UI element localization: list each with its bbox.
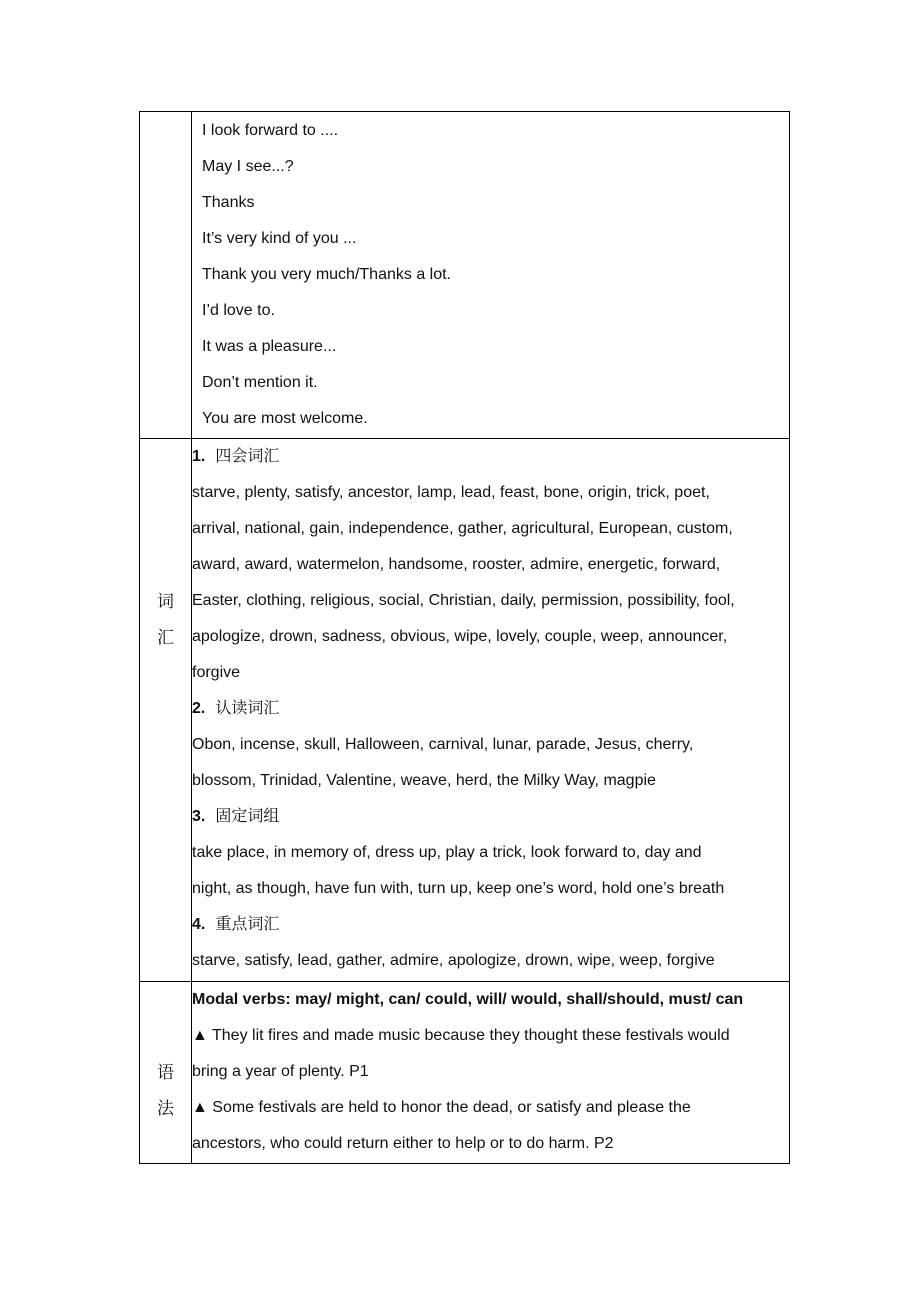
phrase-line: I’d love to. xyxy=(202,302,275,319)
vocab-side-char: 词 xyxy=(157,592,174,611)
grammar-line: bring a year of plenty. P1 xyxy=(192,1063,369,1080)
grammar-side-cell xyxy=(140,982,192,1164)
grammar-side-char: 语 xyxy=(157,1063,174,1082)
vocab-line: apologize, drown, sadness, obvious, wipe, lovely, couple, weep, announcer, xyxy=(192,628,728,645)
phrases-side-cell xyxy=(140,112,192,439)
vocab-line: starve, plenty, satisfy, ancestor, lamp, lead, feast, bone, origin, trick, poet, xyxy=(192,484,710,501)
phrase-line: It’s very kind of you ... xyxy=(202,230,357,247)
vocab-line: starve, satisfy, lead, gather, admire, apologize, drown, wipe, weep, forgive xyxy=(192,952,715,969)
phrases-row xyxy=(140,112,790,439)
vocab-line: arrival, national, gain, independence, gather, agricultural, European, custom, xyxy=(192,520,733,537)
vocab-line: award, award, watermelon, handsome, rooster, admire, energetic, forward, xyxy=(192,556,721,573)
phrase-line: I look forward to .... xyxy=(202,122,339,139)
vocab-cell xyxy=(192,439,790,982)
vocab-line: night, as though, have fun with, turn up, keep one’s word, hold one’s breath xyxy=(192,880,725,897)
phrase-line: May I see...? xyxy=(202,158,294,175)
vocab-row xyxy=(140,439,790,982)
phrases-cell xyxy=(192,112,790,439)
grammar-cell xyxy=(192,982,790,1164)
vocab-line: forgive xyxy=(192,664,241,681)
vocab-line: Easter, clothing, religious, social, Christian, daily, permission, possibility, fool, xyxy=(192,592,735,609)
phrase-line: Don’t mention it. xyxy=(202,374,318,391)
grammar-row xyxy=(140,982,790,1164)
phrase-line: Thank you very much/Thanks a lot. xyxy=(202,266,451,283)
phrase-line: Thanks xyxy=(202,194,255,211)
phrase-line: It was a pleasure... xyxy=(202,338,337,355)
vocab-side-cell xyxy=(140,439,192,982)
vocab-line: blossom, Trinidad, Valentine, weave, herd, the Milky Way, magpie xyxy=(192,772,656,789)
grammar-line: ▲ Some festivals are held to honor the dead, or satisfy and please the xyxy=(192,1099,691,1116)
vocab-side-char: 汇 xyxy=(157,628,174,647)
section-heading: 4. 重点词汇 xyxy=(192,916,280,933)
vocab-line: Obon, incense, skull, Halloween, carnival, lunar, parade, Jesus, cherry, xyxy=(192,736,694,753)
phrase-line: You are most welcome. xyxy=(202,410,368,427)
syllabus-table xyxy=(139,111,790,1164)
grammar-line: ancestors, who could return either to help or to do harm. P2 xyxy=(192,1135,614,1152)
grammar-side-char: 法 xyxy=(157,1099,174,1118)
grammar-line: ▲ They lit fires and made music because they thought these festivals would xyxy=(192,1027,730,1044)
section-heading: 1. 四会词汇 xyxy=(192,448,280,465)
grammar-heading: Modal verbs: may/ might, can/ could, will/ would, shall/should, must/ can xyxy=(192,991,744,1008)
section-heading: 3. 固定词组 xyxy=(192,808,280,825)
vocab-line: take place, in memory of, dress up, play a trick, look forward to, day and xyxy=(192,844,702,861)
section-heading: 2. 认读词汇 xyxy=(192,700,280,717)
